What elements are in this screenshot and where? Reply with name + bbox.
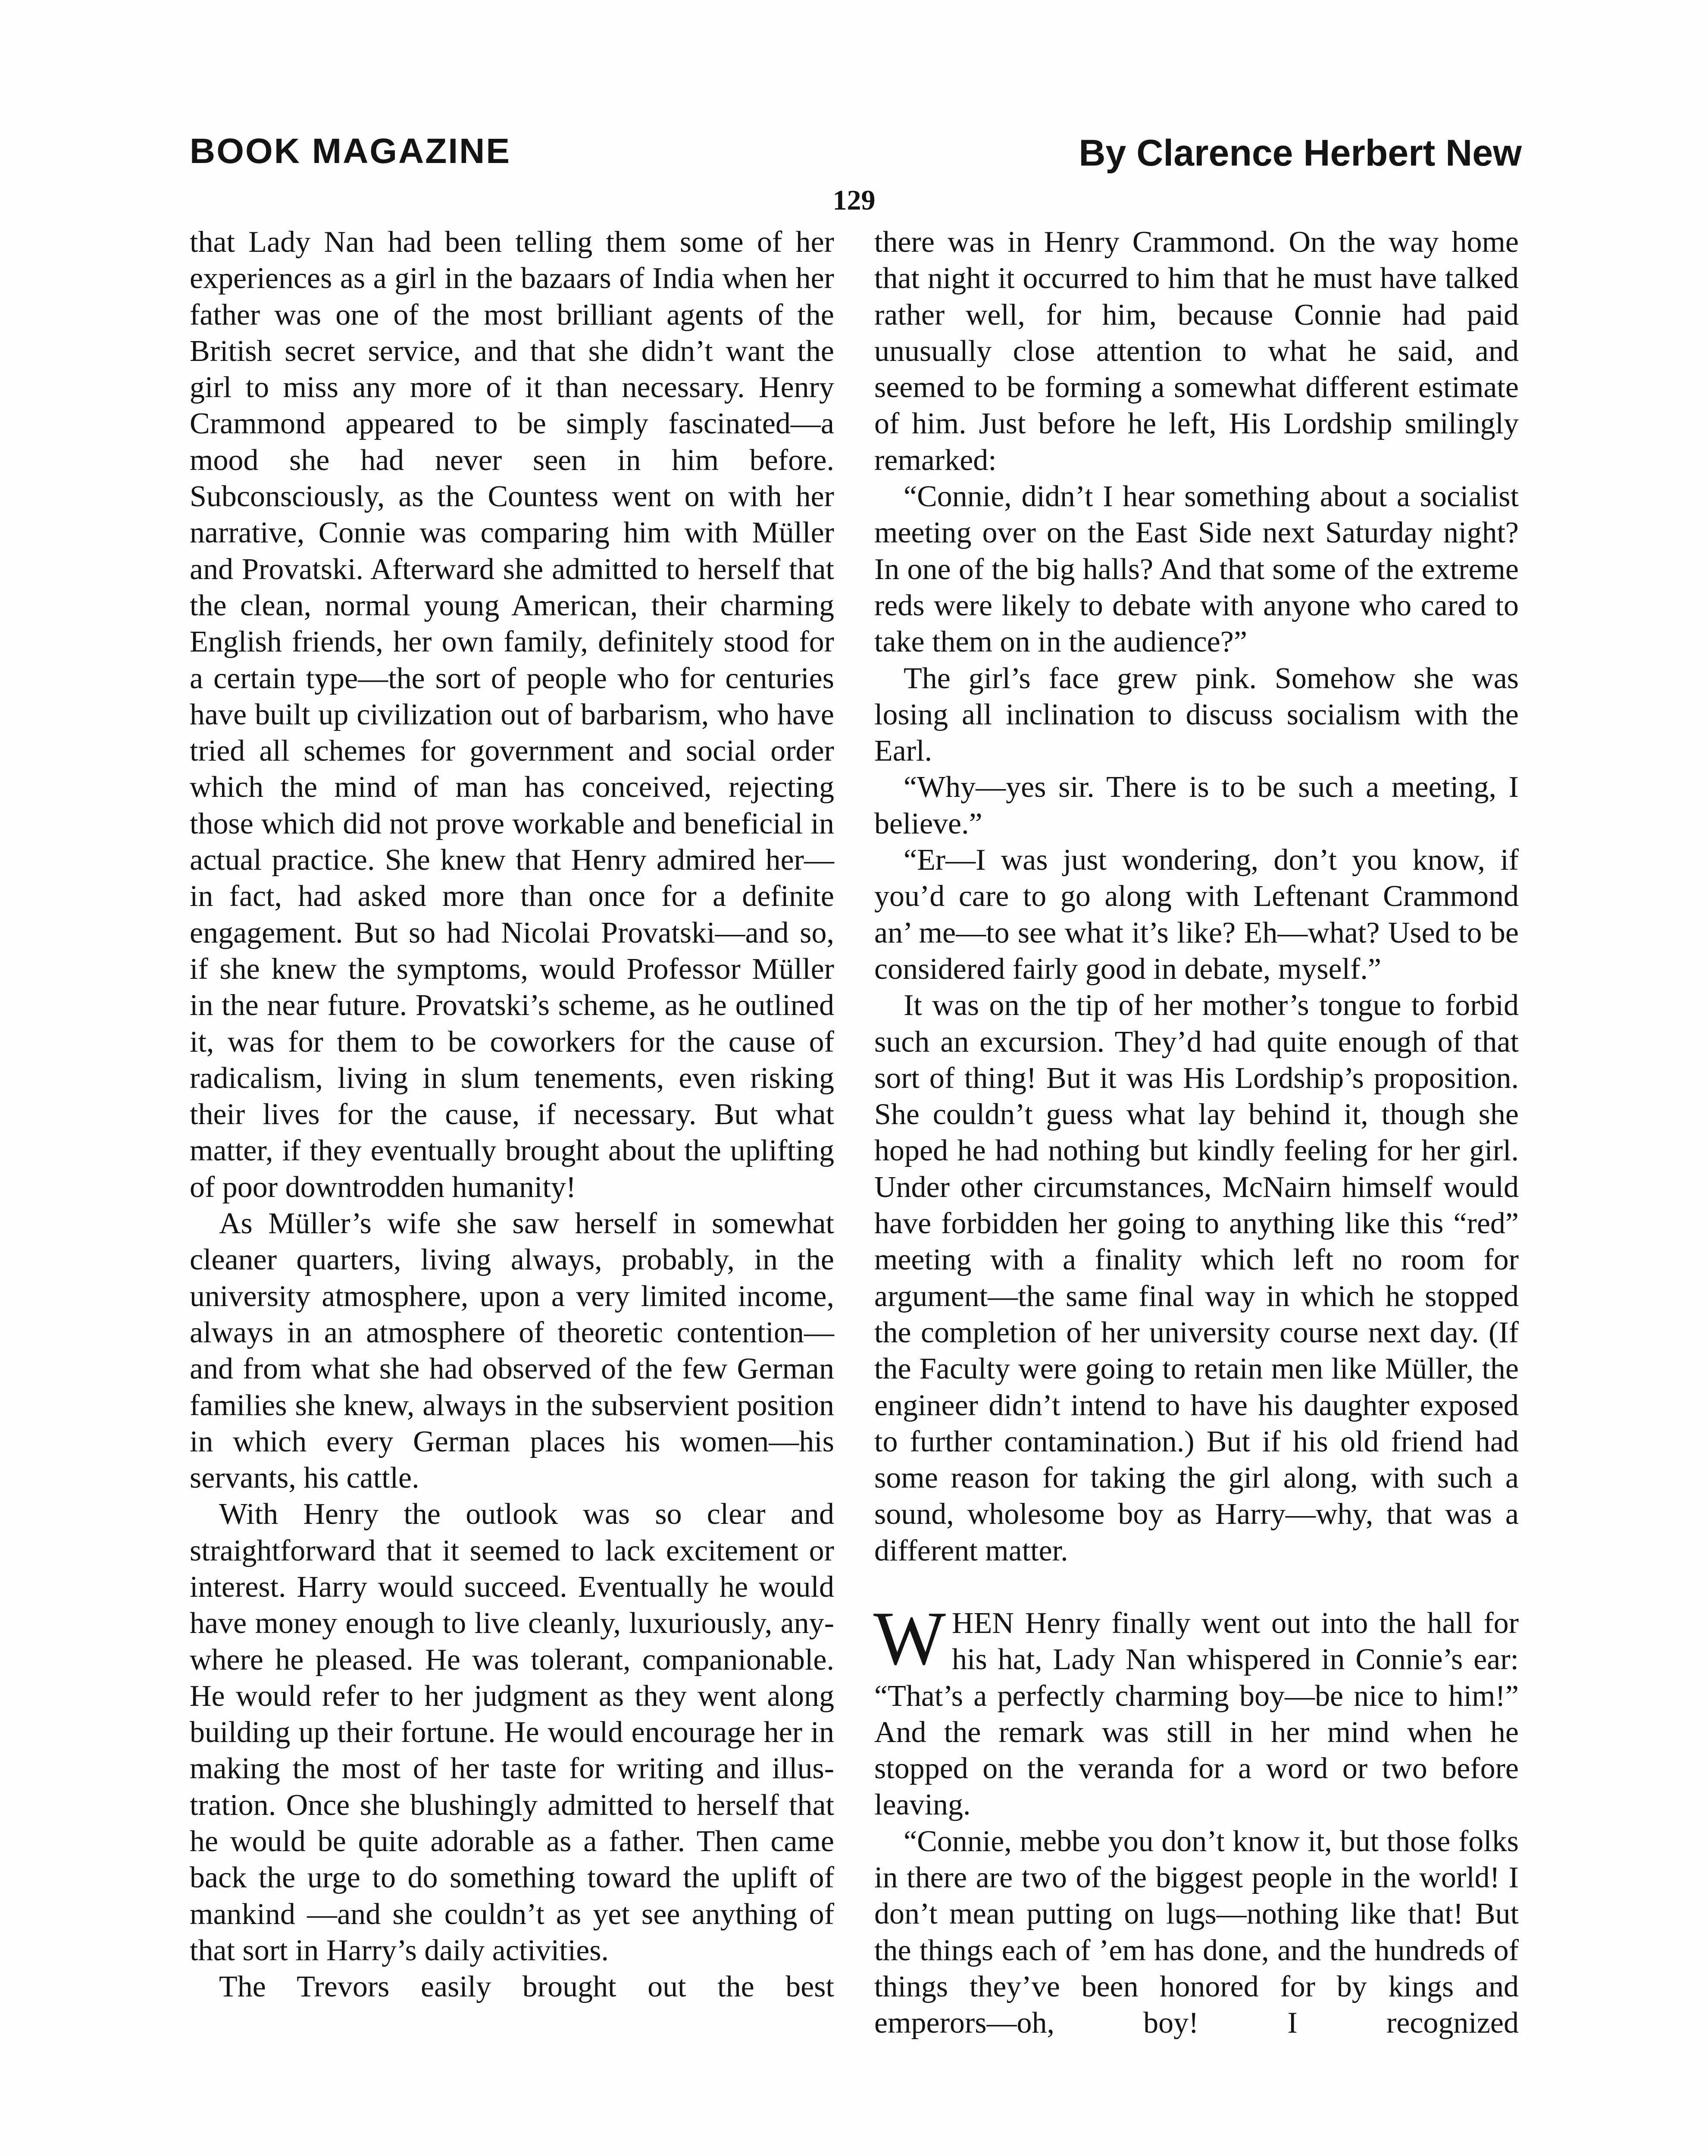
page-number: 129	[832, 185, 876, 216]
drop-cap-letter: W	[873, 1595, 946, 1681]
body-paragraph: “Er—I was just wondering, don’t you know, if you’d care to go along with Leftenant Crammond an’ me—to see what it’s like? Eh—what? Used to be considered fairly good in debate, myself.”	[874, 843, 1519, 986]
body-paragraph: The Trevors easily brought out the best	[219, 1970, 834, 2004]
author-byline: By Clarence Herbert New	[1079, 132, 1522, 174]
section-opening-paragraph	[873, 1595, 1519, 1824]
body-paragraph: It was on the tip of her mother’s tongue to forbid such an excursion. They’d had quite enough of that sort of thing! But it was His Lordship’s proposition. She couldn’t guess what lay behind it, though she hoped he had nothing but kindly feeling for her girl. Under other circumstances, McNairn himself would have forbidden her going to anything like this “red” meeting with a finality which left no room for argument—the same final way in which he stopped the completion of her university course next day. (If the Faculty were going to retain men like Müller, the engineer didn’t intend to have his daughter exposed to further contamination.) But if his old friend had some reason for taking the girl along, with such a sound, wholesome boy as Harry—why, that was a different matter.	[874, 989, 1519, 1567]
body-paragraph: “Connie, didn’t I hear something about a socialist meeting over on the East Side next Saturday night? In one of the big halls? And that some of the extreme reds were likely to debate with anyone who cared to take them on in the audience?”	[874, 480, 1519, 659]
section-opening-text: HEN Henry finally went out into the hall for his hat, Lady Nan whispered in Connie’s ear: “That’s a perfectly charming boy—be nice to him!” And the remark was still in her mind when he stopped on the veranda for a word or two before leaving.	[874, 1606, 1519, 1822]
body-paragraph: As Müller’s wife she saw herself in somewhat cleaner quarters, living always, probably, in the university atmosphere, upon a very limited income, always in an atmosphere of theoretic contention—and from what she had observed of the few German families she knew, always in the subservient position in which every German places his women—his servants, his cattle.	[190, 1207, 834, 1495]
body-paragraph: “Connie, mebbe you don’t know it, but those folks in there are two of the biggest people in the world! I don’t mean putting on lugs—nothing like that! But the things each of ’em has done, and the hundreds of things they’ve been honored for by kings and emperors—oh, boy! I recognized	[874, 1824, 1519, 2040]
body-paragraph: With Henry the outlook was so clear and straightforward that it seemed to lack excitement or interest. Harry would succeed. Eventually he would have money enough to live cleanly, luxuriously, anywhere he pleased. He was tolerant, companionable. He would refer to her judgment as they went along building up their fortune. He would encourage her in making the most of her taste for writing and illustration. Once she blushingly admitted to herself that he would be quite adorable as a father. Then came back the urge to do something toward the uplift of mankind —and she couldn’t as yet see anything of that sort in Harry’s daily activities.	[190, 1498, 834, 1967]
left-column	[190, 224, 834, 2006]
body-paragraph: that Lady Nan had been telling them some of her experiences as a girl in the bazaars of India when her father was one of the most brilliant agents of the British secret service, and that she didn’t want the girl to miss any more of it than necessary. Henry Crammond appeared to be simply fascinated—a mood she had never seen in him before. Subconsciously, as the Countess went on with her narrative, Connie was comparing him with Müller and Provatski. Afterward she admitted to herself that the clean, normal young American, their charming English friends, her own family, definitely stood for a certain type—the sort of people who for centuries have built up civilization out of barbarism, who have tried all schemes for government and social order which the mind of man has conceived, rejecting those which did not prove workable and beneficial in actual practice. She knew that Henry admired her—in fact, had asked more than once for a definite engagement. But so had Nicolai Provatski—and so, if she knew the symptoms, would Professor Müller in the near future. Provatski’s scheme, as he outlined it, was for them to be coworkers for the cause of radicalism, living in slum tenements, even risking their lives for the cause, if necessary. But what matter, if they eventually brought about the uplifting of poor downtrodden humanity!	[190, 226, 834, 1204]
body-paragraph: The girl’s face grew pink. Somehow she was losing all inclination to discuss socialism with the Earl.	[874, 661, 1519, 768]
body-paragraph: there was in Henry Crammond. On the way home that night it occurred to him that he must have talked rather well, for him, because Connie had paid unusually close attention to what he said, and seemed to be forming a somewhat different estimate of him. Just before he left, His Lordship smilingly remarked:	[874, 226, 1519, 477]
body-paragraph: “Why—yes sir. There is to be such a meeting, I believe.”	[874, 771, 1519, 840]
magazine-title: BOOK MAGAZINE	[190, 132, 511, 171]
right-column	[874, 224, 1519, 2042]
